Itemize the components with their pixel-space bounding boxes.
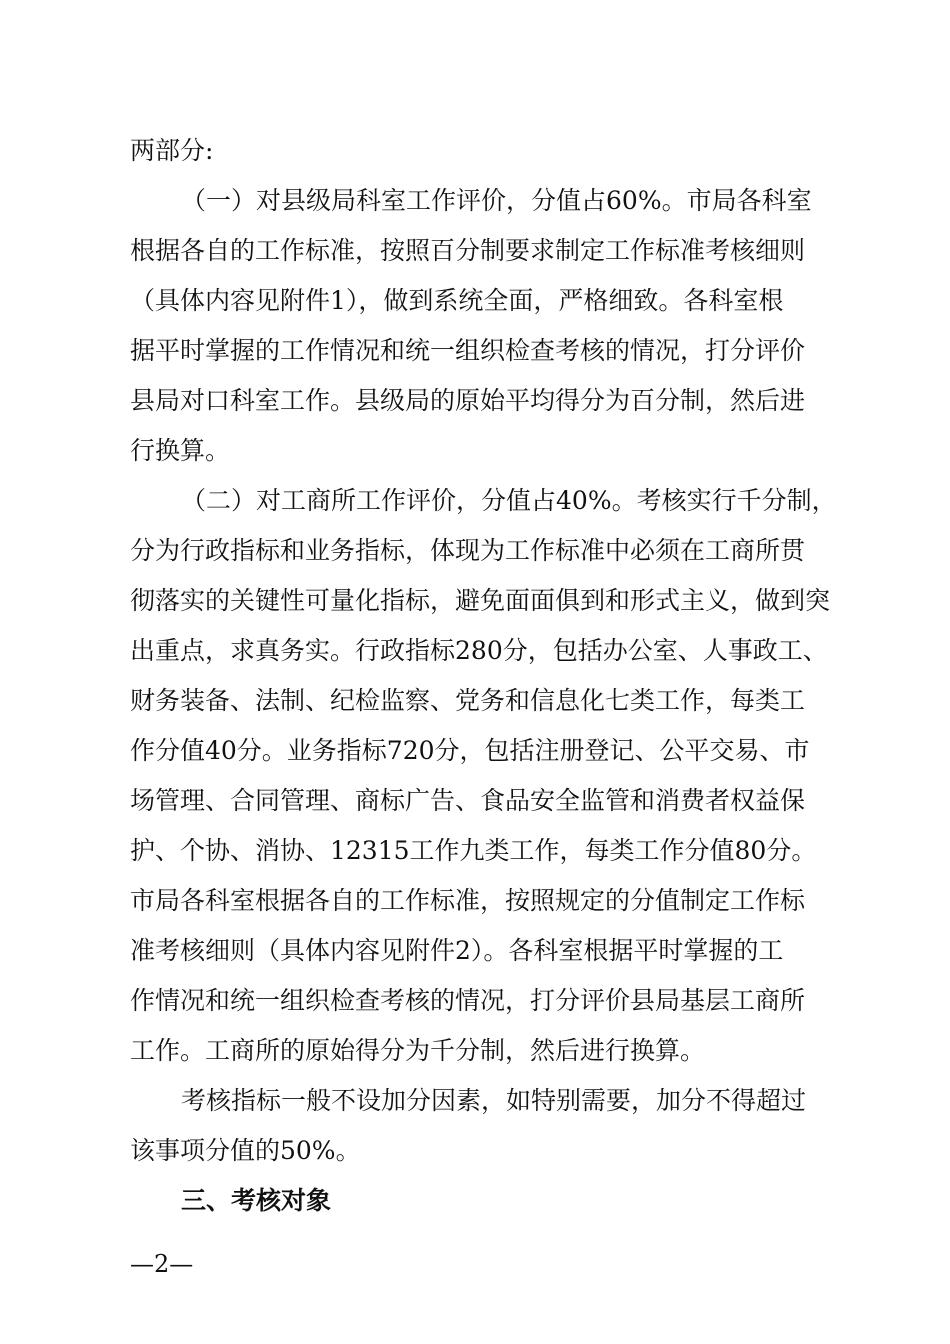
text-line: 工作。工商所的原始得分为千分制，然后进行换算。 [130, 1036, 706, 1065]
text-line: 准考核细则（具体内容见附件2）。各科室根据平时掌握的工 [130, 936, 784, 965]
text-line: 作情况和统一组织检查考核的情况，打分评价县局基层工商所 [130, 986, 806, 1015]
page-number: —2— [130, 1250, 194, 1278]
text-line: 行换算。 [130, 436, 231, 465]
text-line: 根据各自的工作标准，按照百分制要求制定工作标准考核细则 [130, 236, 806, 265]
text-line: 作分值40分。业务指标720分，包括注册登记、公平交易、市 [130, 736, 810, 765]
text-line: 县局对口科室工作。县级局的原始平均得分为百分制，然后进 [130, 386, 806, 415]
section-heading: 三、考核对象 [181, 1186, 332, 1215]
text-line: 财务装备、法制、纪检监察、党务和信息化七类工作，每类工 [130, 686, 806, 715]
text-line: 两部分: [130, 136, 214, 165]
text-line: 护、个协、消协、12315工作九类工作，每类工作分值80分。 [130, 836, 817, 865]
text-line: （一）对县级局科室工作评价，分值占60%。市局各科室 [181, 186, 812, 215]
text-line: 据平时掌握的工作情况和统一组织检查考核的情况，打分评价 [130, 336, 806, 365]
text-line: （二）对工商所工作评价，分值占40%。考核实行千分制， [181, 486, 837, 515]
text-line: 市局各科室根据各自的工作标准，按照规定的分值制定工作标 [130, 886, 806, 915]
text-line: 场管理、合同管理、商标广告、食品安全监管和消费者权益保 [130, 786, 806, 815]
text-line: 考核指标一般不设加分因素，如特别需要，加分不得超过 [181, 1086, 807, 1115]
text-line: 彻落实的关键性可量化指标，避免面面俱到和形式主义，做到突 [130, 586, 831, 615]
text-line: （具体内容见附件1），做到系统全面，严格细致。各科室根 [130, 286, 784, 315]
text-line: 该事项分值的50%。 [130, 1136, 361, 1165]
text-line: 分为行政指标和业务指标，体现为工作标准中必须在工商所贯 [130, 536, 806, 565]
text-line: 出重点，求真务实。行政指标280分，包括办公室、人事政工、 [130, 636, 828, 665]
